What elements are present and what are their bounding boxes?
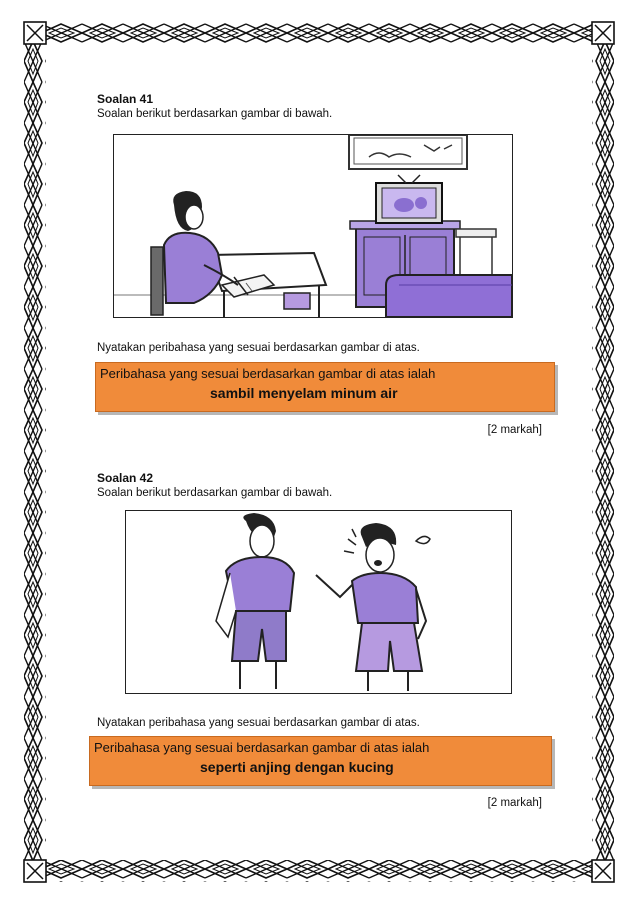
question-41-answer-intro: Peribahasa yang sesuai berdasarkan gambar di atas ialah (100, 366, 436, 381)
question-42-answer-box (89, 736, 552, 786)
question-41-title: Soalan 41 (97, 92, 154, 106)
question-41-answer-box (95, 362, 555, 412)
question-42-answer-text: seperti anjing dengan kucing (200, 759, 394, 775)
question-42-marks: [2 markah] (487, 797, 542, 809)
question-42-answer-intro: Peribahasa yang sesuai berdasarkan gambar di atas ialah (94, 740, 430, 755)
question-41-answer-text: sambil menyelam minum air (210, 385, 398, 401)
question-41-marks: [2 markah] (487, 424, 542, 436)
question-41-illustration (113, 134, 513, 318)
question-42-illustration (125, 510, 512, 694)
question-42-title: Soalan 42 (97, 471, 154, 485)
question-42-subtitle: Soalan berikut berdasarkan gambar di bawah. (97, 487, 333, 499)
question-41-prompt: Nyatakan peribahasa yang sesuai berdasarkan gambar di atas. (97, 342, 420, 354)
question-41-subtitle: Soalan berikut berdasarkan gambar di bawah. (97, 108, 333, 120)
question-42-prompt: Nyatakan peribahasa yang sesuai berdasarkan gambar di atas. (97, 717, 420, 729)
